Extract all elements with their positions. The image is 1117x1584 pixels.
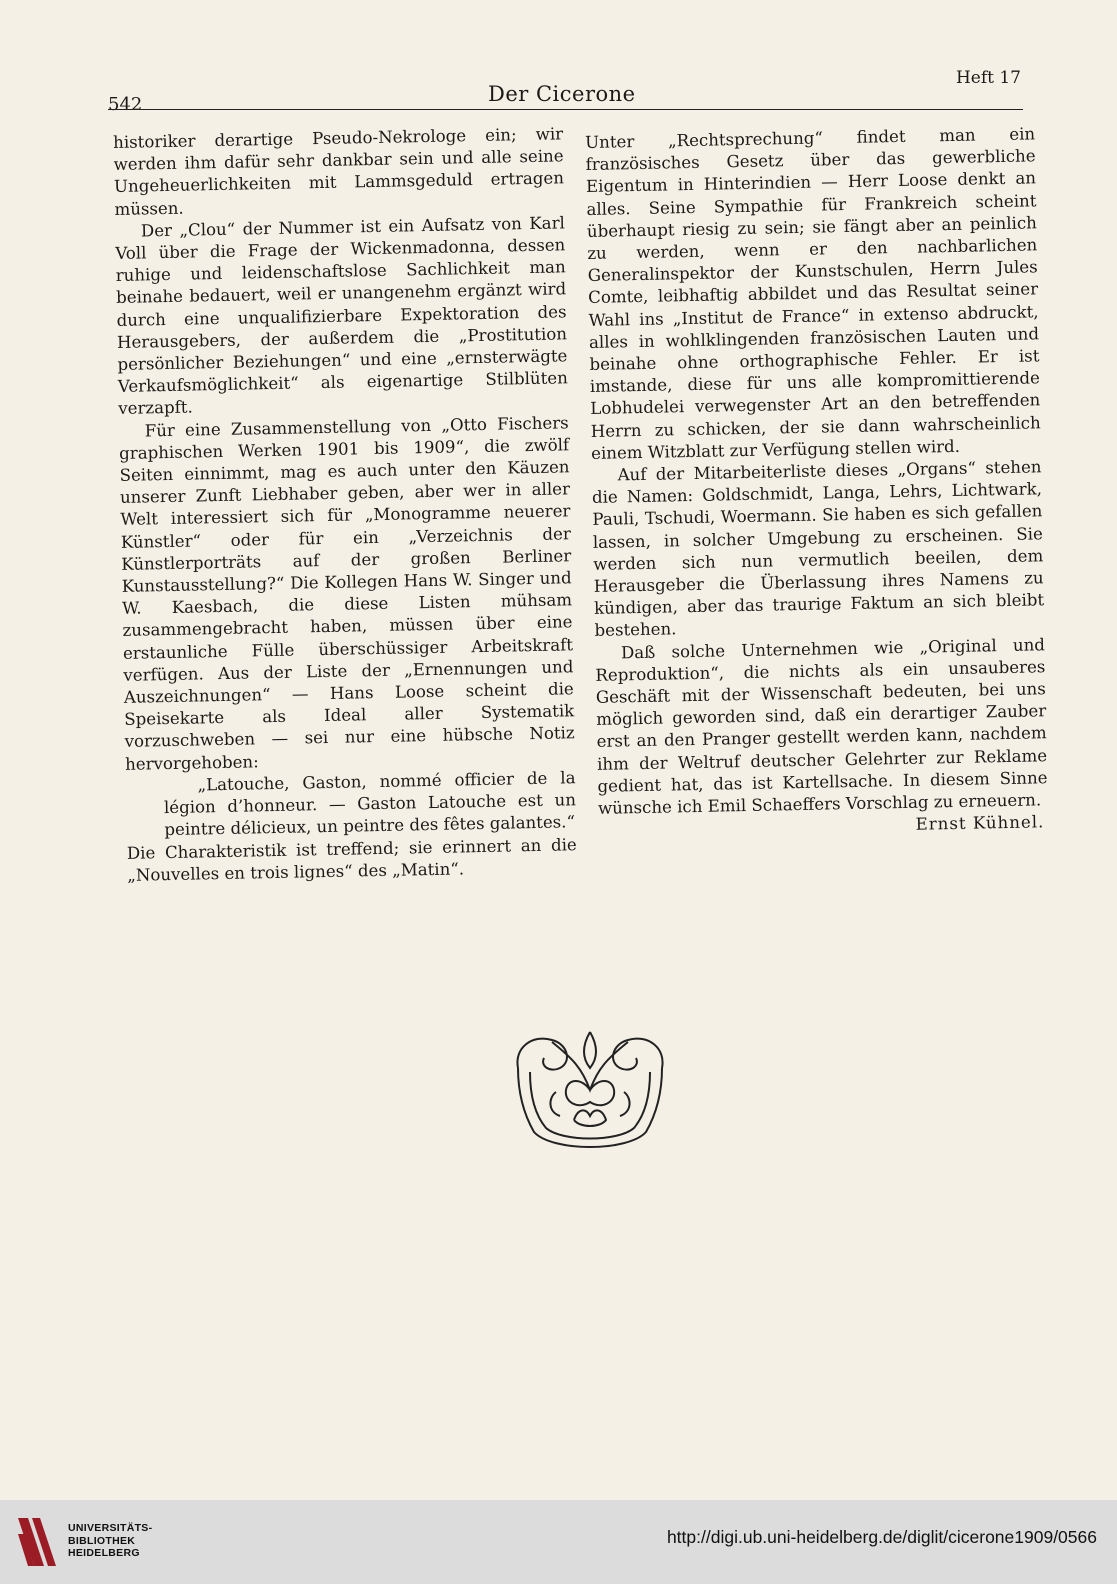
library-name-line: HEIDELBERG (68, 1547, 140, 1559)
paragraph: Daß solche Unternehmen wie „Original und Reproduktion“, die nichts als ein unsauberes Geschäft mit der Wissenschaft bedeuten, bei uns möglich geworden sind, daß ein derartiger Zauber erst an den Pranger gestellt werden kann, nachdem ihm der Weltruf deutscher Gelehrter zur Reklame gedient hat, das ist Kartellsache. In diesem Sinne wünsche ich Emil Schaeffers Vorschlag zu erneuern. (595, 634, 1048, 818)
library-logo-icon (14, 1514, 60, 1570)
paragraph: Der „Clou“ der Nummer ist ein Aufsatz von Karl Voll über die Frage der Wickenmadonna, dessen ruhige und leidenschaftslose Sachlichkeit man beinahe bedauert, weil er unangenehm ergänzt wird durch eine unqualifizierbare Expektoration des Herausgebers, der außerdem die „Prostitution persönlicher Beziehungen“ und eine „ernsterwägte Verkaufsmöglichkeit“ als eigenartige Stilblüten verzapft. (115, 213, 568, 419)
running-header (108, 68, 1023, 115)
paragraph: historiker derartige Pseudo-Nekrologe ein; wir werden ihm dafür sehr dankbar sein und alle seine Ungeheuerlichkeiten mit Lammsgeduld ertragen müssen. (113, 124, 565, 219)
page-number: 542 (108, 94, 143, 115)
paragraph: Unter „Rechtsprechung“ findet man ein französisches Gesetz über das gewerbliche Eigentum in Hinterindien — Herr Loose denkt an alles. Seine Sympathie für Frankreich scheint überhaupt riesig zu sein; sie fängt aber an peinlich zu werden, wenn er den nachbarlichen Generalinspektor der Kunstschulen, Herrn Jules Comte, leibhaftig abbildet und das Resultat seiner Wahl ins „Institut de France“ in extenso abdruckt, alles in wohlklingenden französischen Lauten und beinahe ohne orthographische Fehler. Er ist imstande, diese für uns alle kompromittierende Lobhudelei verwegenster Art an den betreffenden Herrn zu schicken, der sie dann wahrscheinlich einem Witzblatt zur Verfügung stellen wird. (585, 124, 1041, 463)
footer-bar (0, 1500, 1117, 1584)
right-column (585, 123, 1049, 842)
permalink-url[interactable]: http://digi.ub.uni-heidelberg.de/diglit/cicerone1909/0566 (666, 1527, 1097, 1547)
paragraph: Auf der Mitarbeiterliste dieses „Organs“ stehen die Namen: Goldschmidt, Langa, Lehrs, Lichtwark, Pauli, Tschudi, Woermann. Sie haben es sich gefallen lassen, in solcher Umgebung zu erscheinen. Sie werden sich nun vermutlich beeilen, dem Herausgeber die Überlassung ihres Namens zu kündigen, aber das traurige Faktum an sich bleibt bestehen. (591, 457, 1045, 641)
header-rule (108, 109, 1023, 110)
journal-title: Der Cicerone (488, 82, 636, 106)
left-column (113, 123, 577, 886)
library-name (68, 1522, 152, 1560)
paragraph: Die Charakteristik ist treffend; sie erinnert an die „Nouvelles en trois lignes“ des „Matin“. (126, 834, 577, 885)
quotation: „Latouche, Gaston, nommé officier de la légion d’honneur. — Gaston Latouche est un peintre délicieux, un peintre des fêtes galantes.“ (163, 768, 577, 840)
issue-label: Heft 17 (955, 68, 1021, 88)
paragraph: Für eine Zusammenstellung von „Otto Fischers graphischen Werken 1901 bis 1909“, die zwölf Seiten einnimmt, mag es auch unter den Käuzen unserer Zunft Liebhaber geben, aber wer in aller Welt interessiert sich für „Monogramme neuerer Künstler“ oder für ein „Verzeichnis der Künstlerporträts auf der großen Berliner Kunstausstellung?“ Die Kollegen Hans W. Singer und W. Kaesbach, die diese Listen mühsam zusammengebracht haben, müssen über eine erstaunliche Fülle überschüssiger Arbeitskraft verfügen. Aus der Liste der „Ernennungen und Auszeichnungen“ — Hans Loose scheint die Speisekarte als Ideal aller Systematik vorzuschweben — sei nur eine hübsche Notiz hervorgehoben: (118, 412, 575, 774)
author-signature: Ernst Kühnel. (915, 812, 1045, 835)
library-name-line: UNIVERSITÄTS- (68, 1522, 153, 1534)
art-nouveau-vignette-icon (512, 1028, 668, 1158)
library-name-line: BIBLIOTHEK (68, 1534, 136, 1547)
